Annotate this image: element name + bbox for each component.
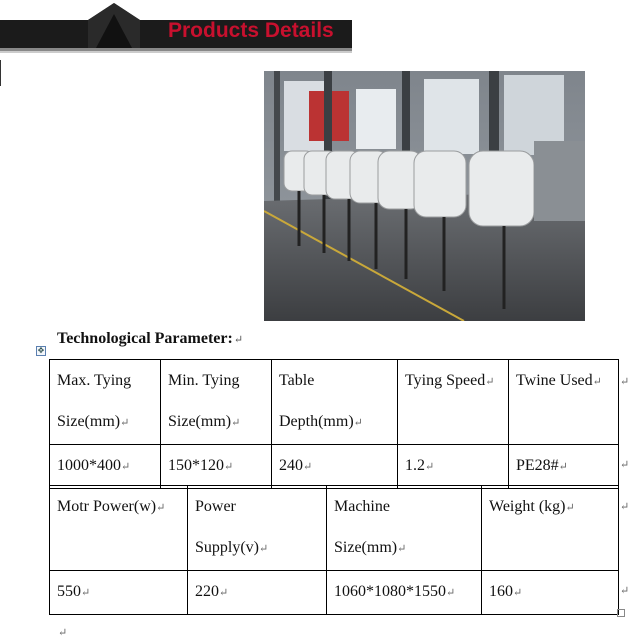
- value-cell-motor-power: 550↵: [50, 571, 188, 615]
- heading-text: Technological Parameter:: [57, 330, 233, 347]
- value-cell-weight: 160↵: [482, 571, 619, 615]
- header-cell-tying-speed: Tying Speed↵: [398, 360, 509, 445]
- header-cell-machine-size: Machine Size(mm)↵: [327, 486, 482, 571]
- header-cell-max-tying-size: Max. Tying Size(mm)↵: [50, 360, 161, 445]
- document-end-mark: ↵: [58, 627, 68, 639]
- table-row: [50, 360, 619, 445]
- table-row: [50, 571, 619, 615]
- spec-table-2: [49, 485, 619, 615]
- table-resize-handle[interactable]: [617, 609, 625, 617]
- value-cell-tying-speed: 1.2↵: [398, 445, 509, 489]
- margin-tick: [0, 60, 1, 86]
- header-cell-motor-power: Motr Power(w)↵: [50, 486, 188, 571]
- value-cell-twine-used: PE28#↵: [509, 445, 619, 489]
- factory-machines-photo: [264, 71, 585, 321]
- table-move-handle-icon[interactable]: ✥: [37, 346, 45, 355]
- header-cell-power-supply: Power Supply(v)↵: [188, 486, 327, 571]
- header-cell-twine-used: Twine Used↵: [509, 360, 619, 445]
- row-end-mark: ↵: [620, 501, 630, 513]
- header-cell-min-tying-size: Min. Tying Size(mm)↵: [161, 360, 272, 445]
- value-cell-min-tying-size: 150*120↵: [161, 445, 272, 489]
- row-end-mark: ↵: [620, 585, 630, 597]
- header-cell-weight: Weight (kg)↵: [482, 486, 619, 571]
- spec-table-1: [49, 359, 619, 489]
- paragraph-mark: ↵: [233, 334, 244, 346]
- table-row: [50, 486, 619, 571]
- value-cell-machine-size: 1060*1080*1550↵: [327, 571, 482, 615]
- tech-parameter-heading: [57, 330, 243, 348]
- banner-title: Products Details: [168, 19, 334, 42]
- table-row: [50, 445, 619, 489]
- row-end-mark: ↵: [620, 459, 630, 471]
- row-end-mark: ↵: [620, 376, 630, 388]
- value-cell-max-tying-size: 1000*400↵: [50, 445, 161, 489]
- header-cell-table-depth: Table Depth(mm)↵: [272, 360, 398, 445]
- value-cell-power-supply: 220↵: [188, 571, 327, 615]
- value-cell-table-depth: 240↵: [272, 445, 398, 489]
